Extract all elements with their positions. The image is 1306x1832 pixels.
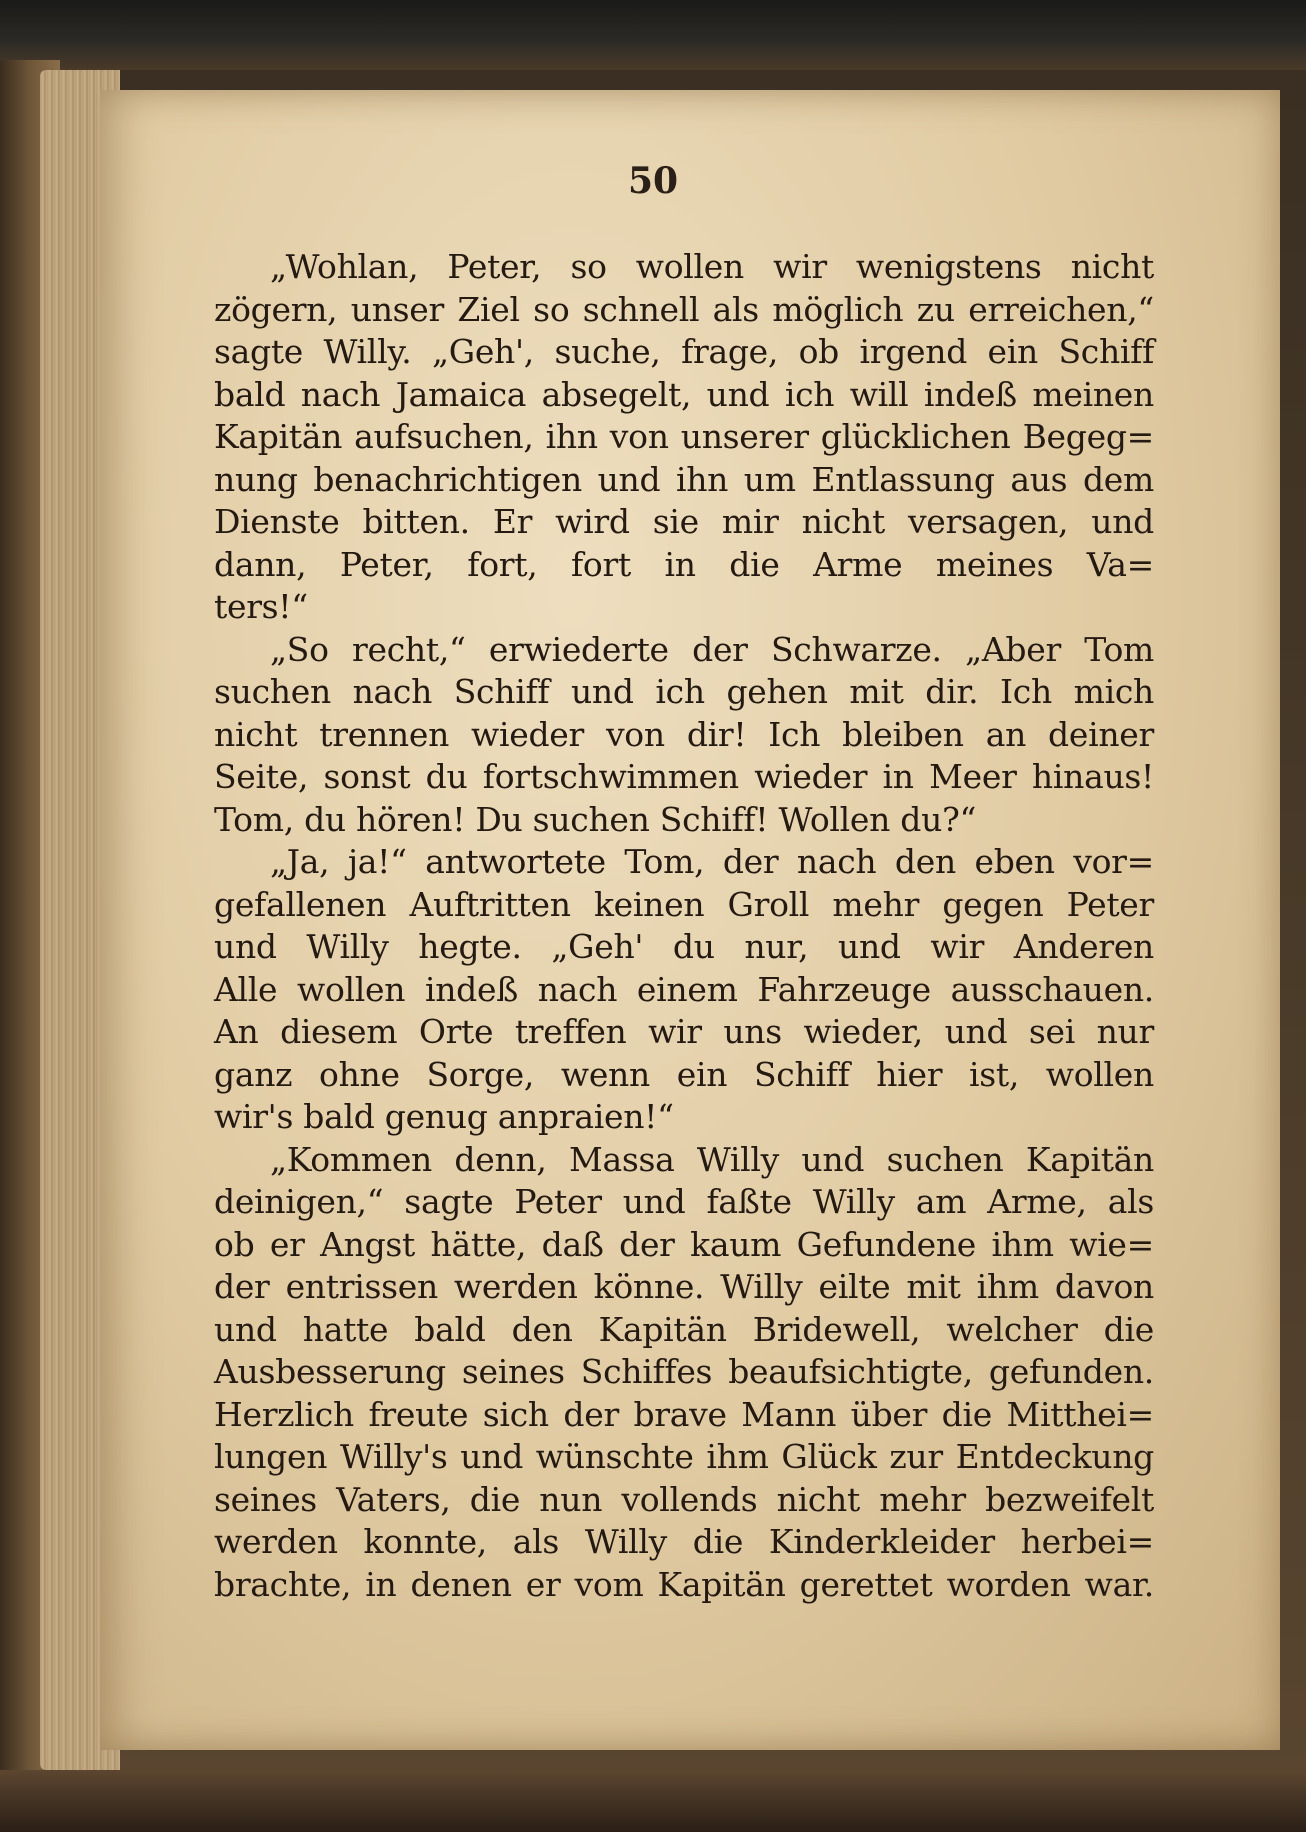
text-line: bald nach Jamaica absegelt, und ich will indeß meinen — [214, 374, 1154, 414]
text-line: zögern, unser Ziel so schnell als möglich zu erreichen,“ — [214, 289, 1154, 329]
text-line: Herzlich freute sich der brave Mann über die Mitthei= — [214, 1394, 1154, 1434]
text-line: „Ja, ja!“ antwortete Tom, der nach den eben vor= — [270, 842, 1154, 881]
text-line: werden konnte, als Willy die Kinderkleider herbei= — [214, 1522, 1154, 1561]
text-line: gefallenen Auftritten keinen Groll mehr gegen Peter — [214, 884, 1154, 924]
text-line: sagte Willy. „Geh', suche, frage, ob irgend ein Schiff — [214, 332, 1154, 371]
book-binding-top — [0, 0, 1306, 70]
text-line: Ausbesserung seines Schiffes beaufsichtigte, gefunden. — [214, 1352, 1154, 1391]
page-number: 50 — [627, 160, 679, 202]
text-line: wir's bald genug anpraien!“ — [214, 1097, 674, 1136]
text-line: ters!“ — [214, 587, 308, 626]
text-line: „Wohlan, Peter, so wollen wir wenigstens nicht — [270, 247, 1154, 286]
text-line: Seite, sonst du fortschwimmen wieder in Meer hinaus! — [214, 757, 1154, 796]
text-line: suchen nach Schiff und ich gehen mit dir. Ich mich — [214, 672, 1154, 711]
text-line: deinigen,“ sagte Peter und faßte Willy am Arme, als — [214, 1182, 1154, 1221]
text-line: und hatte bald den Kapitän Bridewell, welcher die — [214, 1309, 1154, 1349]
text-line: „Kommen denn, Massa Willy und suchen Kapitän — [270, 1139, 1154, 1179]
text-line: lungen Willy's und wünschte ihm Glück zur Entdeckung — [214, 1437, 1154, 1476]
text-line: Kapitän aufsuchen, ihn von unserer glücklichen Begeg= — [214, 417, 1154, 456]
text-line: brachte, in denen er vom Kapitän gerettet worden war. — [214, 1564, 1154, 1604]
text-line: der entrissen werden könne. Willy eilte mit ihm davon — [214, 1267, 1154, 1306]
text-line: An diesem Orte treffen wir uns wieder, und sei nur — [214, 1012, 1154, 1051]
text-line: „So recht,“ erwiederte der Schwarze. „Aber Tom — [270, 629, 1154, 669]
text-line: nung benachrichtigen und ihn um Entlassung aus dem — [214, 459, 1154, 499]
text-line: Dienste bitten. Er wird sie mir nicht versagen, und — [214, 502, 1154, 541]
text-line: dann, Peter, fort, fort in die Arme meines Va= — [214, 544, 1154, 584]
text-line: Alle wollen indeß nach einem Fahrzeuge ausschauen. — [214, 969, 1154, 1009]
text-line: und Willy hegte. „Geh' du nur, und wir Anderen — [214, 927, 1154, 966]
text-line: ganz ohne Sorge, wenn ein Schiff hier ist, wollen — [214, 1054, 1154, 1094]
text-line: ob er Angst hätte, daß der kaum Gefundene ihm wie= — [214, 1224, 1154, 1264]
body-text — [214, 246, 1154, 1606]
text-line: nicht trennen wieder von dir! Ich bleiben an deiner — [214, 714, 1154, 754]
text-line: seines Vaters, die nun vollends nicht mehr bezweifelt — [214, 1479, 1154, 1519]
book-binding-bottom — [0, 1770, 1306, 1832]
text-line: Tom, du hören! Du suchen Schiff! Wollen du?“ — [214, 799, 977, 839]
